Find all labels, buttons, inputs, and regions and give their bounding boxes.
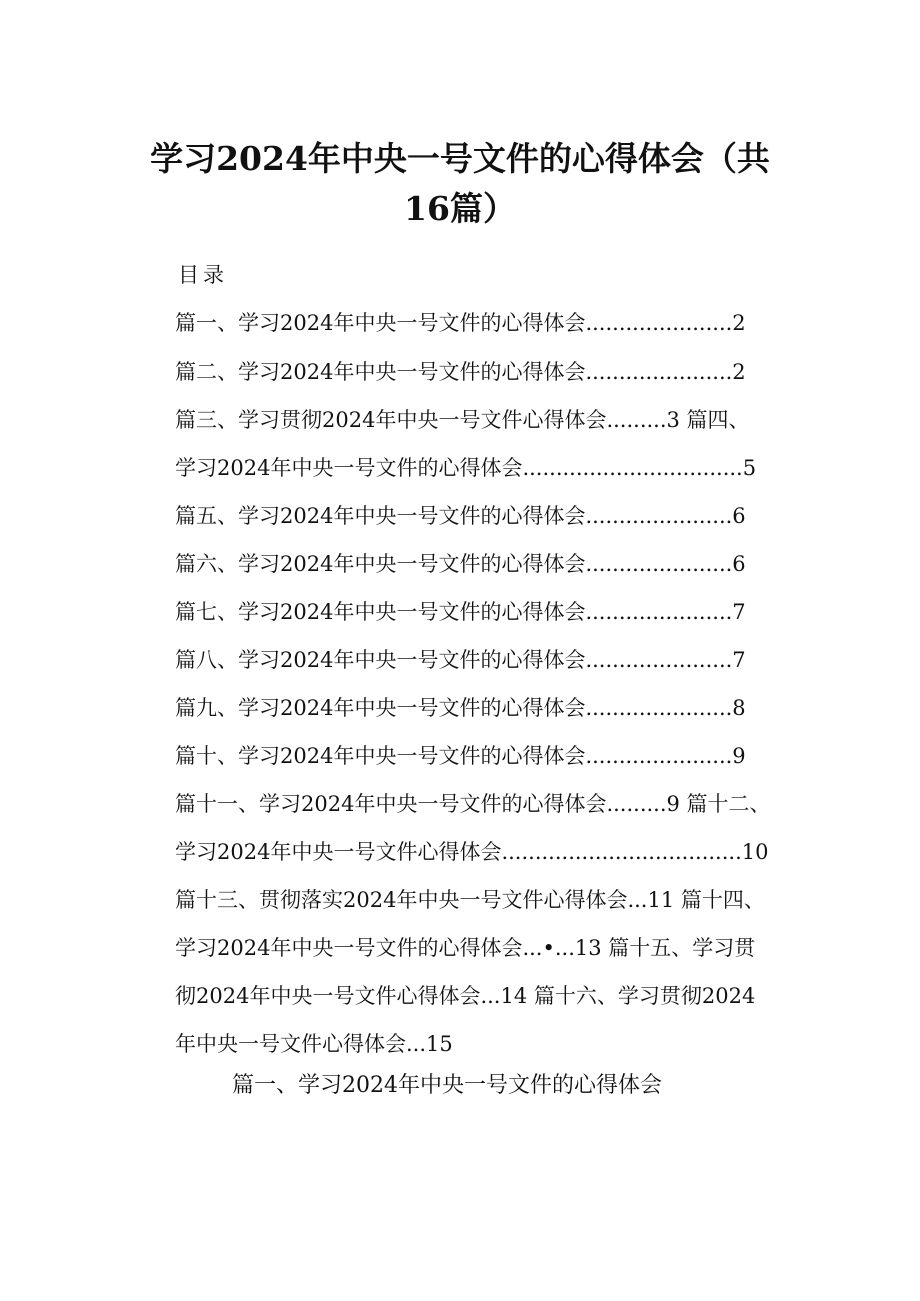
toc-entry[interactable]: 学习2024年中央一号文件的心得体会.................................5 bbox=[175, 456, 757, 480]
document-title-line-2: 16篇） bbox=[404, 189, 516, 228]
toc-entry[interactable]: 学习2024年中央一号文件心得体会....................................10 bbox=[175, 840, 769, 864]
toc-entry[interactable]: 篇十一、学习2024年中央一号文件的心得体会.........9 篇十二、 bbox=[175, 792, 771, 816]
toc-entry[interactable]: 篇十三、贯彻落实2024年中央一号文件心得体会...11 篇十四、 bbox=[175, 888, 765, 912]
toc-entry[interactable]: 年中央一号文件心得体会...15 bbox=[175, 1032, 453, 1056]
document-title bbox=[150, 134, 770, 234]
toc-entry[interactable]: 篇七、学习2024年中央一号文件的心得体会......................7 bbox=[175, 600, 746, 624]
toc-entry[interactable]: 篇六、学习2024年中央一号文件的心得体会......................6 bbox=[175, 552, 746, 576]
toc-heading: 目录 bbox=[178, 263, 228, 287]
section-heading: 篇一、学习2024年中央一号文件的心得体会 bbox=[232, 1073, 662, 1098]
toc-entry[interactable]: 篇八、学习2024年中央一号文件的心得体会......................7 bbox=[175, 648, 746, 672]
toc-entry[interactable]: 篇三、学习贯彻2024年中央一号文件心得体会.........3 篇四、 bbox=[175, 408, 750, 432]
toc-entry[interactable]: 篇二、学习2024年中央一号文件的心得体会......................2 bbox=[175, 360, 746, 384]
toc-entry[interactable]: 篇一、学习2024年中央一号文件的心得体会......................2 bbox=[175, 311, 746, 335]
toc-entry[interactable]: 篇九、学习2024年中央一号文件的心得体会......................8 bbox=[175, 696, 746, 720]
toc-entry[interactable]: 学习2024年中央一号文件的心得体会...•...13 篇十五、学习贯 bbox=[175, 936, 756, 960]
toc-entry[interactable]: 彻2024年中央一号文件心得体会...14 篇十六、学习贯彻2024 bbox=[175, 984, 756, 1008]
toc-entry[interactable]: 篇五、学习2024年中央一号文件的心得体会......................6 bbox=[175, 504, 746, 528]
document-title-line-1: 学习2024年中央一号文件的心得体会（共 bbox=[150, 139, 770, 178]
toc-entry[interactable]: 篇十、学习2024年中央一号文件的心得体会......................9 bbox=[175, 744, 746, 768]
